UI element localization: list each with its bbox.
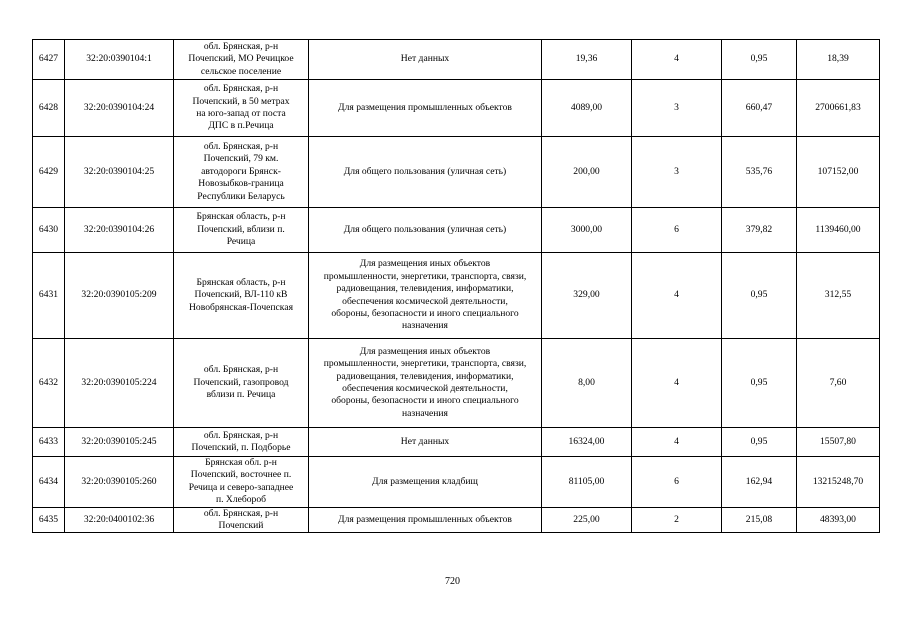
address-line: п. Хлебороб <box>215 494 267 506</box>
area-cell: 225,00 <box>542 507 632 533</box>
address-cell <box>174 80 309 137</box>
permitted-use-cell <box>309 428 542 457</box>
address-line: Новобрянская-Почепская <box>189 301 293 313</box>
address-line: автодороги Брянск- <box>201 165 281 177</box>
address-line: Почепский, восточнее п. <box>190 469 292 481</box>
address-line: обл. Брянская, р-н <box>203 40 279 52</box>
row-number-cell: 6434 <box>33 457 65 508</box>
address-line: Почепский, вблизи п. <box>197 223 285 235</box>
table-row <box>33 208 880 253</box>
permitted-use-line: обороны, безопасности и иного специального <box>331 307 519 319</box>
address-cell <box>174 40 309 80</box>
cadastral-number-cell: 32:20:0390104:25 <box>65 137 174 208</box>
permitted-use-line: промышленности, энергетики, транспорта, связи, <box>323 358 527 370</box>
cadastral-number-cell: 32:20:0390104:1 <box>65 40 174 80</box>
address-line: Республики Беларусь <box>197 190 285 202</box>
address-cell <box>174 208 309 253</box>
cadastral-number-cell: 32:20:0390104:26 <box>65 208 174 253</box>
cadastral-number-cell: 32:20:0390105:224 <box>65 339 174 428</box>
rate-cell: 0,95 <box>722 40 797 80</box>
area-cell: 81105,00 <box>542 457 632 508</box>
permitted-use-cell <box>309 339 542 428</box>
address-line: Почепский, газопровод <box>193 376 289 388</box>
table-row <box>33 507 880 533</box>
address-line: Почепский, п. Подборье <box>191 442 291 453</box>
rate-cell: 535,76 <box>722 137 797 208</box>
address-line: Почепский, в 50 метрах <box>192 95 290 107</box>
category-cell: 6 <box>632 457 722 508</box>
category-cell: 6 <box>632 208 722 253</box>
permitted-use-line: назначения <box>402 407 448 419</box>
rate-cell: 379,82 <box>722 208 797 253</box>
cadastral-value-cell: 13215248,70 <box>797 457 880 508</box>
table-row <box>33 428 880 457</box>
category-cell: 4 <box>632 339 722 428</box>
area-cell: 16324,00 <box>542 428 632 457</box>
table-row <box>33 40 880 80</box>
rate-cell: 215,08 <box>722 507 797 533</box>
permitted-use-line: радиовещания, телевидения, информатики, <box>336 283 514 295</box>
row-number-cell: 6429 <box>33 137 65 208</box>
area-cell: 8,00 <box>542 339 632 428</box>
area-cell: 200,00 <box>542 137 632 208</box>
address-line: обл. Брянская, р-н <box>203 429 279 441</box>
cadastral-value-cell: 18,39 <box>797 40 880 80</box>
permitted-use-cell <box>309 208 542 253</box>
cadastral-value-cell: 312,55 <box>797 253 880 339</box>
cadastral-value-cell: 15507,80 <box>797 428 880 457</box>
row-number-cell: 6435 <box>33 507 65 533</box>
row-number-cell: 6428 <box>33 80 65 137</box>
address-cell <box>174 253 309 339</box>
address-cell <box>174 339 309 428</box>
permitted-use-line: радиовещания, телевидения, информатики, <box>336 370 514 382</box>
category-cell: 3 <box>632 137 722 208</box>
address-line: ДПС в п.Речица <box>208 120 274 132</box>
permitted-use-line: Для размещения промышленных объектов <box>338 513 512 525</box>
cadastral-value-cell: 7,60 <box>797 339 880 428</box>
address-line: Брянская обл. р-н <box>205 457 277 468</box>
address-cell <box>174 507 309 533</box>
cadastral-value-cell: 1139460,00 <box>797 208 880 253</box>
rate-cell: 162,94 <box>722 457 797 508</box>
cadastral-value-cell: 107152,00 <box>797 137 880 208</box>
land-registry-table <box>32 39 880 533</box>
permitted-use-cell <box>309 253 542 339</box>
category-cell: 2 <box>632 507 722 533</box>
permitted-use-cell <box>309 80 542 137</box>
address-cell <box>174 457 309 508</box>
category-cell: 3 <box>632 80 722 137</box>
permitted-use-line: Для размещения иных объектов <box>359 345 491 357</box>
row-number-cell: 6427 <box>33 40 65 80</box>
address-cell <box>174 428 309 457</box>
address-cell <box>174 137 309 208</box>
table-row <box>33 80 880 137</box>
address-line: Почепский <box>218 520 264 532</box>
permitted-use-line: Для размещения промышленных объектов <box>338 101 512 113</box>
table-row <box>33 253 880 339</box>
address-line: обл. Брянская, р-н <box>203 364 279 376</box>
cadastral-number-cell: 32:20:0390104:24 <box>65 80 174 137</box>
permitted-use-line: Нет данных <box>400 53 450 65</box>
permitted-use-cell <box>309 457 542 508</box>
address-line: Почепский, МО Речицкое <box>188 53 294 65</box>
permitted-use-line: обеспечения космической деятельности, <box>342 295 508 307</box>
address-line: Почепский, 79 км. <box>203 153 279 165</box>
address-line: Речица и северо-западнее <box>188 481 294 493</box>
address-line: сельское поселение <box>200 65 282 77</box>
page-number: 720 <box>445 576 460 587</box>
rate-cell: 0,95 <box>722 339 797 428</box>
row-number-cell: 6433 <box>33 428 65 457</box>
area-cell: 3000,00 <box>542 208 632 253</box>
registry-body <box>33 40 880 533</box>
cadastral-number-cell: 32:20:0400102:36 <box>65 507 174 533</box>
category-cell: 4 <box>632 40 722 80</box>
permitted-use-line: обеспечения космической деятельности, <box>342 383 508 394</box>
permitted-use-line: Для общего пользования (уличная сеть) <box>343 223 507 235</box>
row-number-cell: 6432 <box>33 339 65 428</box>
address-line: обл. Брянская, р-н <box>203 140 279 152</box>
rate-cell: 0,95 <box>722 428 797 457</box>
area-cell: 329,00 <box>542 253 632 339</box>
table-row <box>33 137 880 208</box>
permitted-use-line: Нет данных <box>400 435 450 447</box>
category-cell: 4 <box>632 253 722 339</box>
address-line: Брянская область, р-н <box>196 211 286 223</box>
address-line: на юго-запад от поста <box>196 108 286 119</box>
permitted-use-line: обороны, безопасности и иного специального <box>331 395 519 407</box>
rate-cell: 0,95 <box>722 253 797 339</box>
address-line: обл. Брянская, р-н <box>203 507 279 519</box>
permitted-use-line: промышленности, энергетики, транспорта, связи, <box>323 270 527 282</box>
cadastral-number-cell: 32:20:0390105:245 <box>65 428 174 457</box>
cadastral-value-cell: 2700661,83 <box>797 80 880 137</box>
permitted-use-line: Для размещения иных объектов <box>359 258 491 270</box>
permitted-use-line: назначения <box>402 320 448 332</box>
table-row <box>33 457 880 508</box>
row-number-cell: 6431 <box>33 253 65 339</box>
cadastral-value-cell: 48393,00 <box>797 507 880 533</box>
address-line: обл. Брянская, р-н <box>203 83 279 95</box>
row-number-cell: 6430 <box>33 208 65 253</box>
cadastral-number-cell: 32:20:0390105:260 <box>65 457 174 508</box>
rate-cell: 660,47 <box>722 80 797 137</box>
permitted-use-line: Для общего пользования (уличная сеть) <box>343 165 507 177</box>
area-cell: 19,36 <box>542 40 632 80</box>
permitted-use-cell <box>309 507 542 533</box>
cadastral-number-cell: 32:20:0390105:209 <box>65 253 174 339</box>
table-row <box>33 339 880 428</box>
address-line: вблизи п. Речица <box>206 389 276 401</box>
address-line: Брянская область, р-н <box>196 276 286 288</box>
area-cell: 4089,00 <box>542 80 632 137</box>
address-line: Новозыбков-граница <box>198 178 284 190</box>
address-line: Почепский, ВЛ-110 кВ <box>194 289 288 301</box>
category-cell: 4 <box>632 428 722 457</box>
permitted-use-cell <box>309 40 542 80</box>
permitted-use-line: Для размещения кладбищ <box>372 475 478 487</box>
permitted-use-cell <box>309 137 542 208</box>
address-line: Речица <box>226 236 256 248</box>
